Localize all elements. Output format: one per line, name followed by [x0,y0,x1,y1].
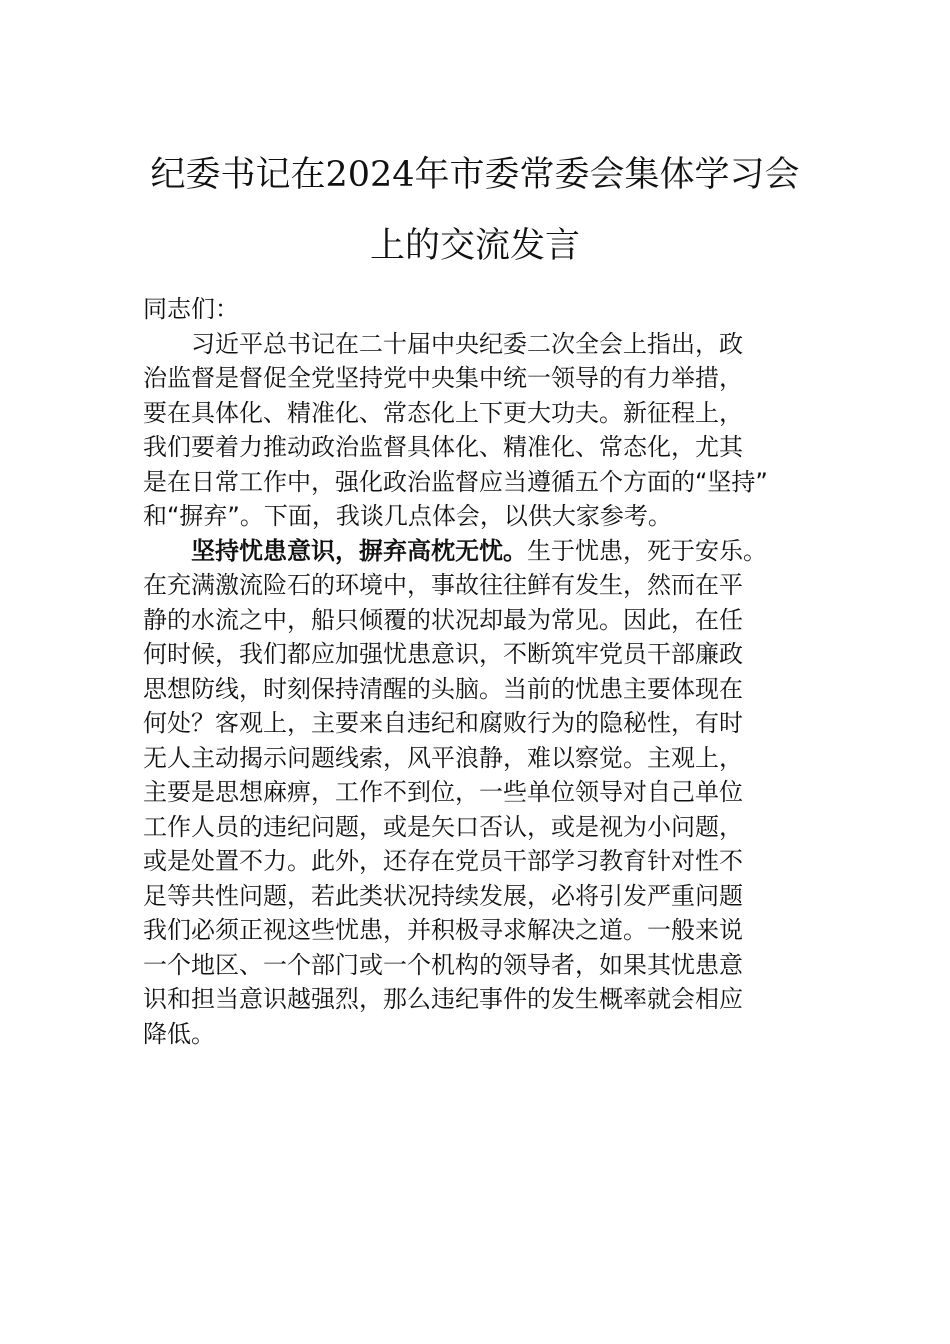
paragraph-text: 生于忧患，死于安乐。 [527,536,767,565]
salutation: 同志们： [143,295,239,323]
paragraph-line: 或是处置不力。此外，还存在党员干部学习教育针对性不 [143,847,743,875]
paragraph-line: 主要是思想麻痹，工作不到位，一些单位领导对自己单位 [143,778,743,806]
paragraph-line: 工作人员的违纪问题，或是矢口否认，或是视为小问题， [143,812,743,841]
paragraph-line: 在充满激流险石的环境中，事故往往鲜有发生，然而在平 [143,571,743,599]
paragraph-line: 何时候，我们都应加强忧患意识，不断筑牢党员干部廉政 [143,640,743,668]
paragraph-line: 降低。 [143,1019,215,1048]
paragraph-line [143,534,813,569]
document-title [0,155,950,266]
paragraph-line: 治监督是督促全党坚持党中央集中统一领导的有力举措， [143,364,743,392]
paragraph-line: 何处？客观上，主要来自违纪和腐败行为的隐秘性，有时 [143,709,743,737]
paragraph-line: 一个地区、一个部门或一个机构的领导者，如果其忧患意 [143,950,743,979]
section-heading: 坚持忧患意识，摒弃高枕无忧。 [191,536,527,565]
paragraph-2 [143,534,813,1052]
paragraph-line: 思想防线，时刻保持清醒的头脑。当前的忧患主要体现在 [143,674,743,703]
paragraph-line: 要在具体化、精准化、常态化上下更大功夫。新征程上， [143,398,743,427]
paragraph-line: 习近平总书记在二十届中央纪委二次全会上指出，政 [191,329,743,358]
paragraph-line: 足等共性问题，若此类状况持续发展，必将引发严重问题 [143,881,743,910]
paragraph-line: 识和担当意识越强烈，那么违纪事件的发生概率就会相应 [143,985,743,1013]
title-line-1: 纪委书记在2024年市委常委会集体学习会 [150,155,800,195]
document-body [143,292,813,1051]
paragraph-line: 我们必须正视这些忧患，并积极寻求解决之道。一般来说 [143,916,743,944]
paragraph-line: 和“摒弃”。下面，我谈几点体会，以供大家参考。 [143,502,672,530]
paragraph-line: 无人主动揭示问题线索，风平浪静，难以察觉。主观上， [143,743,743,772]
paragraph-line: 我们要着力推动政治监督具体化、精准化、常态化，尤其 [143,433,743,461]
paragraph-line: 静的水流之中，船只倾覆的状况却最为常见。因此，在任 [143,605,743,634]
paragraph-1 [143,327,813,534]
paragraph-line: 是在日常工作中，强化政治监督应当遵循五个方面的“坚持” [143,467,768,496]
title-line-2: 上的交流发言 [369,226,580,266]
